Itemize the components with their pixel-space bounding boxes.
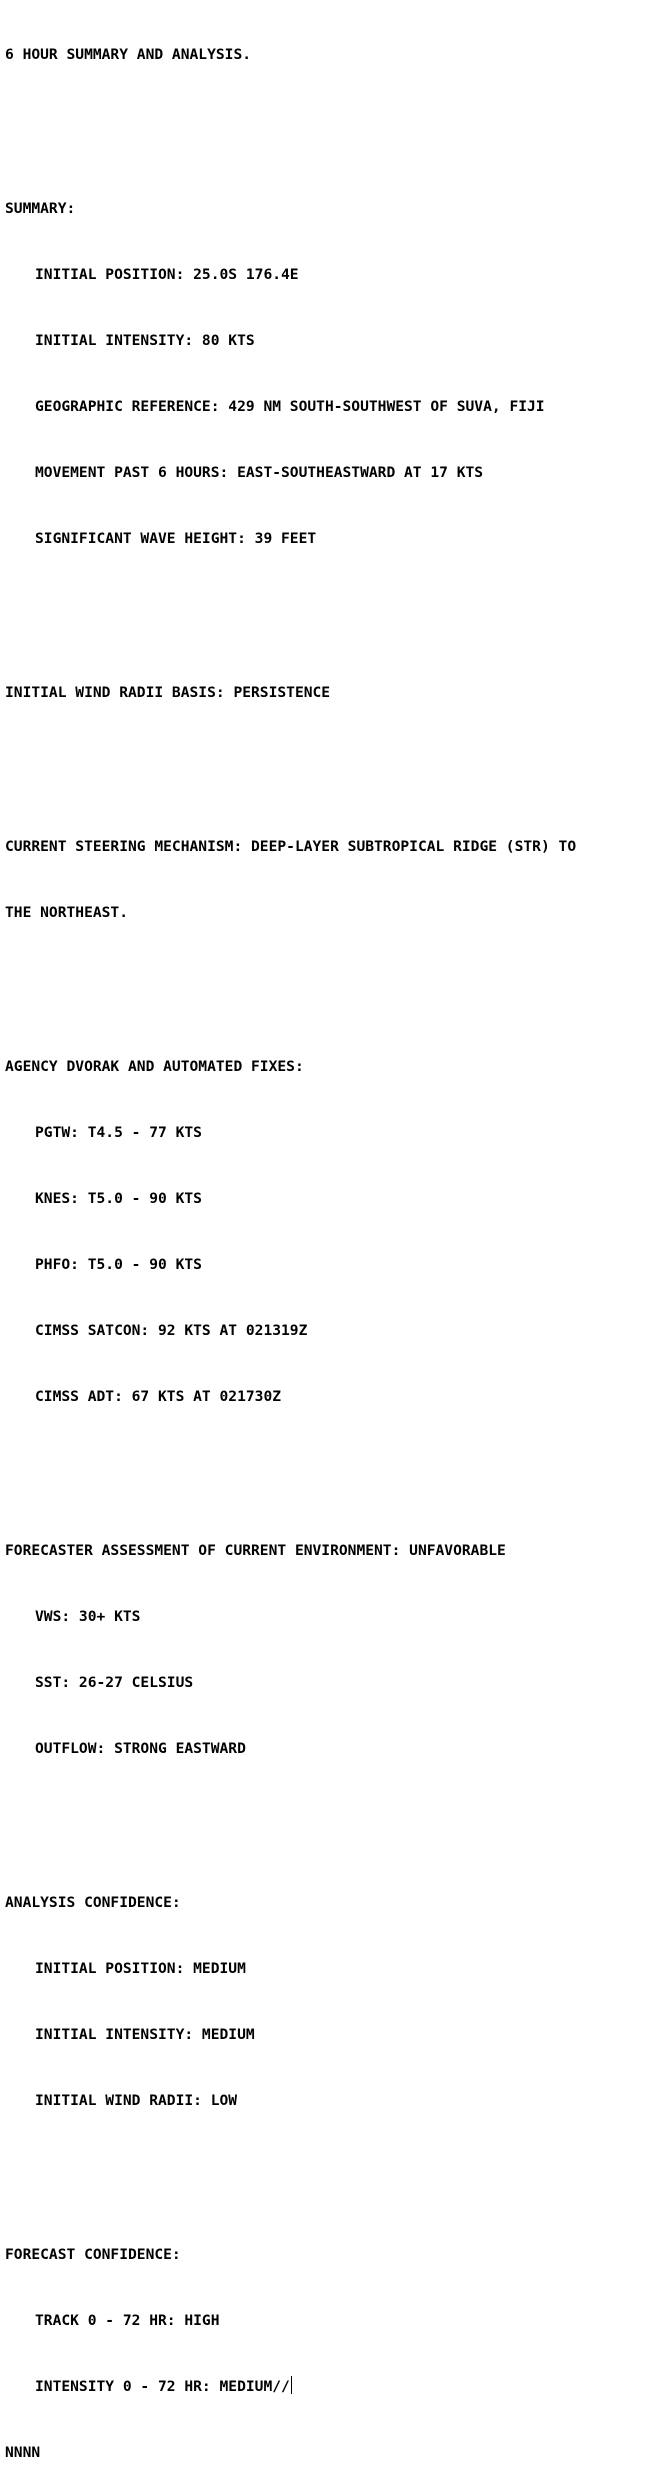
environment-heading: FORECASTER ASSESSMENT OF CURRENT ENVIRONMENT: UNFAVORABLE <box>5 1542 506 1559</box>
fix-pgtw-line: PGTW: T4.5 - 77 KTS <box>35 1124 202 1141</box>
wind-radii-basis-line: INITIAL WIND RADII BASIS: PERSISTENCE <box>5 684 331 701</box>
fix-cimss-satcon-line: CIMSS SATCON: 92 KTS AT 021319Z <box>35 1322 308 1339</box>
geographic-reference-line: GEOGRAPHIC REFERENCE: 429 NM SOUTH-SOUTHWEST OF SUVA, FIJI <box>35 398 545 415</box>
initial-intensity-line: INITIAL INTENSITY: 80 KTS <box>35 332 255 349</box>
blank-line <box>5 1804 663 1826</box>
text-cursor <box>291 2376 292 2394</box>
steering-line-2: THE NORTHEAST. <box>5 904 129 921</box>
fix-phfo-line: PHFO: T5.0 - 90 KTS <box>35 1256 202 1273</box>
wind-radii-confidence-line: INITIAL WIND RADII: LOW <box>35 2092 238 2109</box>
initial-position-line: INITIAL POSITION: 25.0S 176.4E <box>35 266 299 283</box>
fix-cimss-adt-line: CIMSS ADT: 67 KTS AT 021730Z <box>35 1388 282 1405</box>
analysis-confidence-heading: ANALYSIS CONFIDENCE: <box>5 1894 181 1911</box>
end-marker: NNNN <box>5 2444 41 2461</box>
blank-line <box>5 748 663 770</box>
vws-line: VWS: 30+ KTS <box>35 1608 141 1625</box>
sst-line: SST: 26-27 CELSIUS <box>35 1674 194 1691</box>
position-confidence-line: INITIAL POSITION: MEDIUM <box>35 1960 246 1977</box>
intensity-confidence-line: INITIAL INTENSITY: MEDIUM <box>35 2026 255 2043</box>
track-confidence-line: TRACK 0 - 72 HR: HIGH <box>35 2312 220 2329</box>
outflow-line: OUTFLOW: STRONG EASTWARD <box>35 1740 246 1757</box>
blank-line <box>5 2156 663 2178</box>
wave-height-line: SIGNIFICANT WAVE HEIGHT: 39 FEET <box>35 530 317 547</box>
bulletin-document <box>5 0 663 2486</box>
fix-knes-line: KNES: T5.0 - 90 KTS <box>35 1190 202 1207</box>
movement-line: MOVEMENT PAST 6 HOURS: EAST-SOUTHEASTWARD AT 17 KTS <box>35 464 484 481</box>
forecast-intensity-line[interactable] <box>5 2376 663 2398</box>
fixes-heading: AGENCY DVORAK AND AUTOMATED FIXES: <box>5 1058 304 1075</box>
blank-line <box>5 968 663 990</box>
blank-line <box>5 594 663 616</box>
summary-heading: SUMMARY: <box>5 200 76 217</box>
forecast-confidence-heading: FORECAST CONFIDENCE: <box>5 2246 181 2263</box>
blank-line <box>5 1452 663 1474</box>
blank-line <box>5 110 663 132</box>
steering-line-1: CURRENT STEERING MECHANISM: DEEP-LAYER SUBTROPICAL RIDGE (STR) TO <box>5 838 577 855</box>
forecast-intensity-text: INTENSITY 0 - 72 HR: MEDIUM// <box>35 2378 290 2395</box>
document-title: 6 HOUR SUMMARY AND ANALYSIS. <box>5 46 252 63</box>
